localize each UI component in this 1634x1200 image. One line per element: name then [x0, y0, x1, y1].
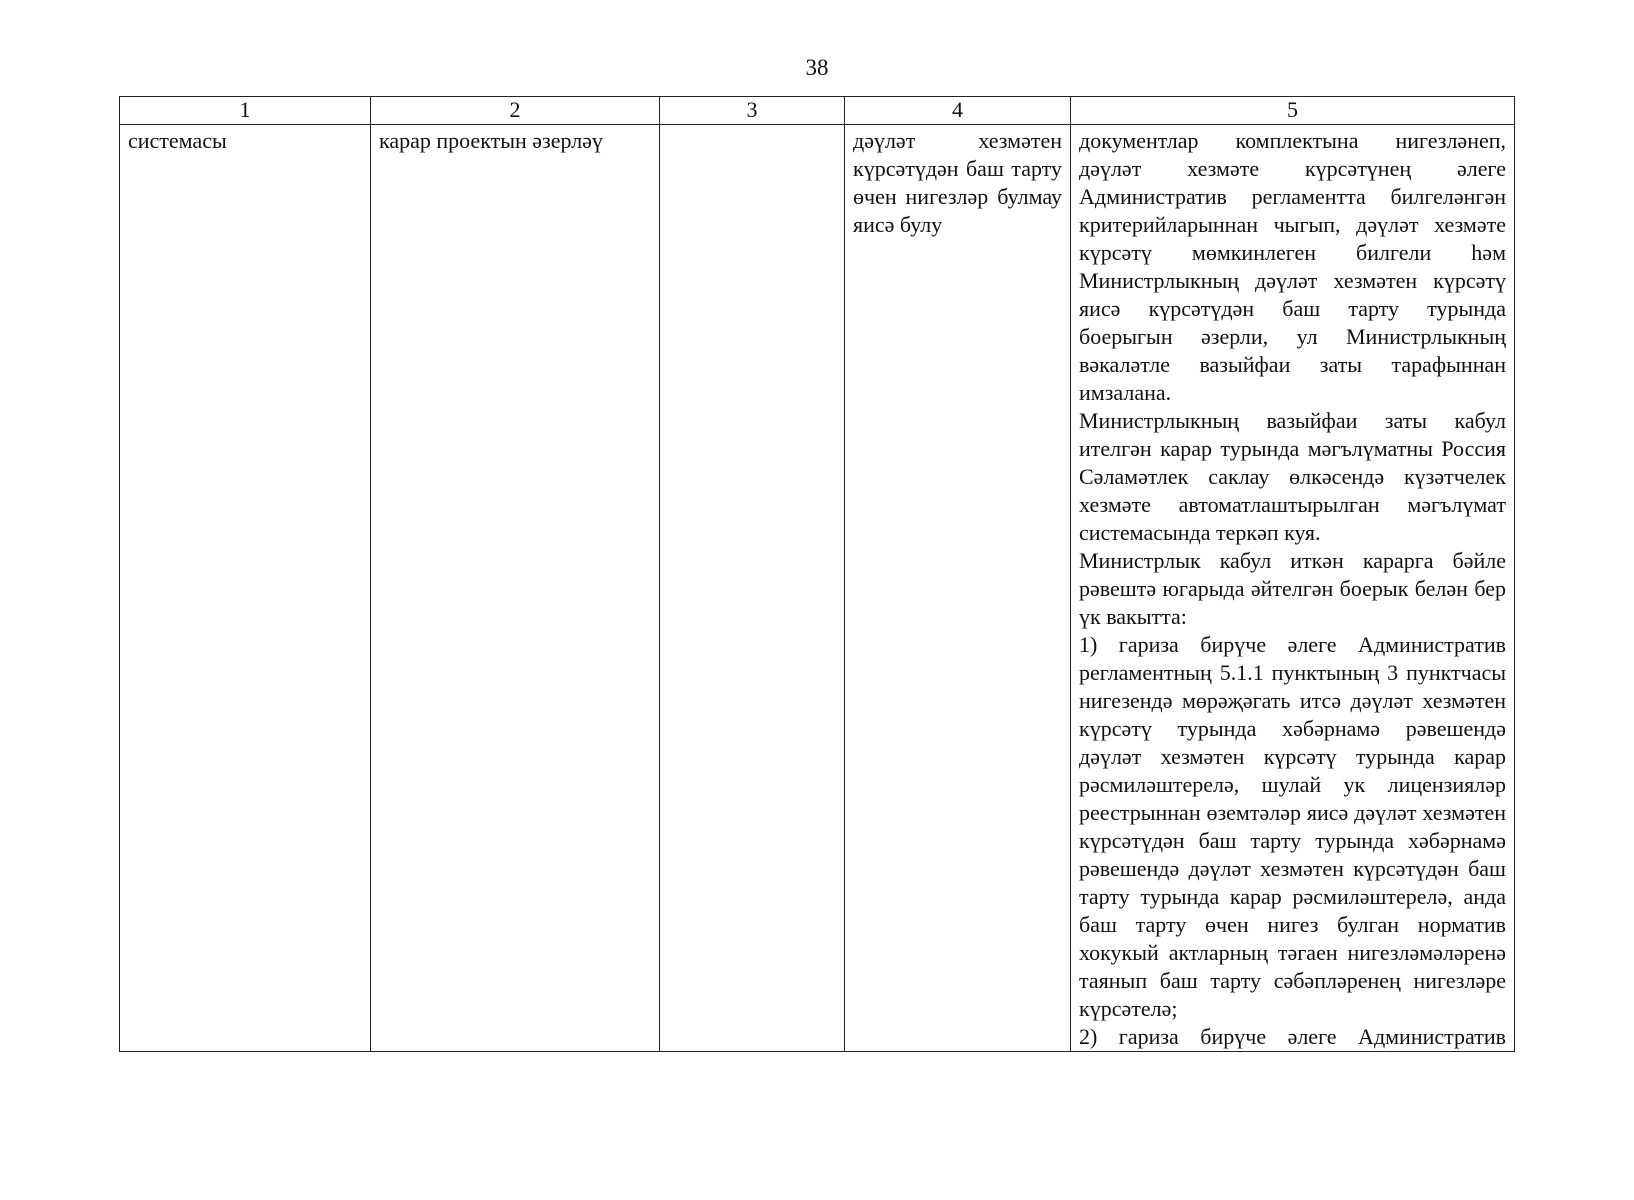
- cell-col4: [845, 125, 1071, 1052]
- cell-col5-paragraph-4: 1) гариза бирүче әлеге Административ регламентның 5.1.1 пунктының 3 пунктчасы нигезендә мөрәҗәгать итсә дәүләт хезмәтен күрсәтү турында хәбәрнамә рәвешендә дәүләт хезмәтен күрсәтү турында карар рәсмиләштерелә, шулай ук лицензияләр реестрыннан өземтәләр яисә дәүләт хезмәтен күрсәтүдән баш тарту турында хәбәрнамә рәвешендә дәүләт хезмәтен күрсәтүдән баш тарту турында карар рәсмиләштерелә, анда баш тарту өчен нигез булган норматив хокукый актларның тәгаен нигезләмәләренә таянып баш тарту сәбәпләренең нигезләре күрсәтелә;: [1079, 632, 1506, 1021]
- cell-col5-paragraph-3: Министрлык кабул иткән карарга бәйле рәвештә югарыда әйтелгән боерык белән бер үк вакытта:: [1079, 548, 1506, 629]
- document-table: [119, 96, 1515, 1052]
- column-header-3: 3: [660, 97, 845, 125]
- cell-col1-text: системасы: [128, 128, 227, 153]
- cell-col4-text: дәүләт хезмәтен күрсәтүдән баш тарту өчен нигезләр булмау яисә булу: [853, 128, 1062, 237]
- cell-col3: [660, 125, 845, 1052]
- column-header-4: 4: [845, 97, 1071, 125]
- table-row: [120, 125, 1515, 1052]
- column-header-1: 1: [120, 97, 371, 125]
- cell-col5-paragraph-1: документлар комплектына нигезләнеп, дәүләт хезмәте күрсәтүнең әлеге Административ регламентта билгеләнгән критерийларыннан чыгып, дәүләт хезмәте күрсәтү мөмкинлеген билгели һәм Министрлыкның дәүләт хезмәтен күрсәтү яисә күрсәтүдән баш тарту турында боерыгын әзерли, ул Министрлыкның вәкаләтле вазыйфаи заты тарафыннан имзалана.: [1079, 128, 1506, 405]
- column-header-5: 5: [1071, 97, 1515, 125]
- cell-col5: [1071, 125, 1515, 1052]
- table-header-row: [120, 97, 1515, 125]
- page-number: 38: [805, 55, 829, 80]
- cell-col5-paragraph-5: 2) гариза бирүче әлеге Административ: [1079, 1024, 1506, 1049]
- column-header-2: 2: [371, 97, 660, 125]
- cell-col2-text: карар проектын әзерләү: [379, 128, 603, 153]
- cell-col5-paragraph-2: Министрлыкның вазыйфаи заты кабул ителгән карар турында мәгълүматны Россия Сәламәтлек саклау өлкәсендә күзәтчелек хезмәте автоматлаштырылган мәгълүмат системасында теркәп куя.: [1079, 408, 1506, 545]
- cell-col1: [120, 125, 371, 1052]
- cell-col2: [371, 125, 660, 1052]
